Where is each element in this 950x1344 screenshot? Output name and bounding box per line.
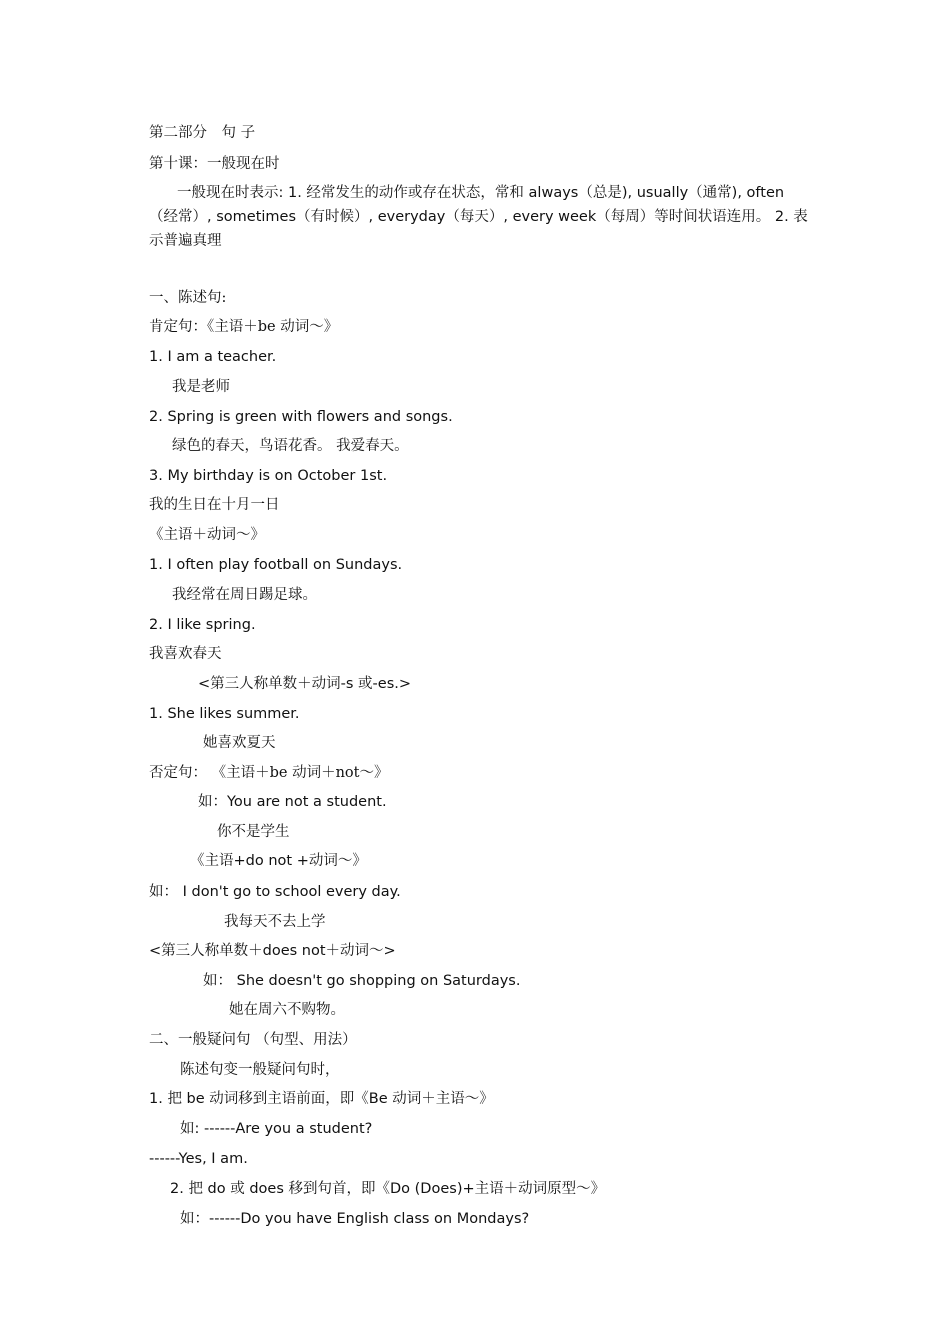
example-translation: 她喜欢夏天 [203,735,276,751]
example-translation: 我喜欢春天 [149,646,222,662]
pattern-third-person: <第三人称单数＋动词-s 或-es.> [198,676,412,692]
example-translation: 我是老师 [172,379,230,395]
example-translation: 她在周六不购物。 [229,1002,345,1018]
example-sentence: 如： She doesn't go shopping on Saturdays. [203,973,521,989]
intro-paragraph: 一般现在时表示: 1. 经常发生的动作或存在状态，常和 always（总是), usually（通常), often（经常）, sometimes（有时候）, everyday（每天）, every week（每周）等时间状语连用。 2. 表示普遍真理 [149,185,808,249]
section-intro: 陈述句变一般疑问句时， [180,1062,340,1078]
example-sentence: 2. I like spring. [149,617,256,633]
negative-label: 否定句： 《主语＋be 动词＋not～》 [149,765,389,781]
pattern-subject-verb: 《主语＋动词～》 [149,527,265,543]
example-translation: 我每天不去上学 [224,914,326,930]
example-sentence: 3. My birthday is on October 1st. [149,468,388,484]
example-sentence: 1. She likes summer. [149,706,300,722]
example-translation: 我的生日在十月一日 [149,497,280,513]
example-answer: ------Yes, I am. [149,1151,248,1167]
example-translation: 绿色的春天，鸟语花香。 我爱春天。 [172,438,409,454]
example-question: 如: ------Are you a student? [180,1121,373,1137]
example-translation: 你不是学生 [217,824,290,840]
example-sentence: 2. Spring is green with flowers and songs. [149,409,453,425]
example-sentence: 1. I often play football on Sundays. [149,557,403,573]
rule-do-does: 2. 把 do 或 does 移到句首，即《Do (Does)+主语＋动词原型～》 [170,1181,606,1197]
rule-be-verb: 1. 把 be 动词移到主语前面，即《Be 动词＋主语～》 [149,1091,494,1107]
example-sentence: 如： I don't go to school every day. [149,884,401,900]
example-sentence: 如：You are not a student. [198,794,387,810]
section-heading-questions: 二、一般疑问句 （句型、用法） [149,1032,357,1048]
pattern-do-not: 《主语+do not +动词～》 [190,853,367,869]
lesson-title: 第十课：一般现在时 [149,156,280,172]
example-translation: 我经常在周日踢足球。 [172,587,317,603]
part-title: 第二部分 句 子 [149,125,256,141]
affirmative-label: 肯定句：《主语＋be 动词～》 [149,319,339,335]
example-sentence: 1. I am a teacher. [149,349,277,365]
section-heading-statements: 一、陈述句: [149,290,227,306]
example-question: 如：------Do you have English class on Mondays? [180,1211,530,1227]
pattern-does-not: <第三人称单数＋does not＋动词～> [149,943,396,959]
